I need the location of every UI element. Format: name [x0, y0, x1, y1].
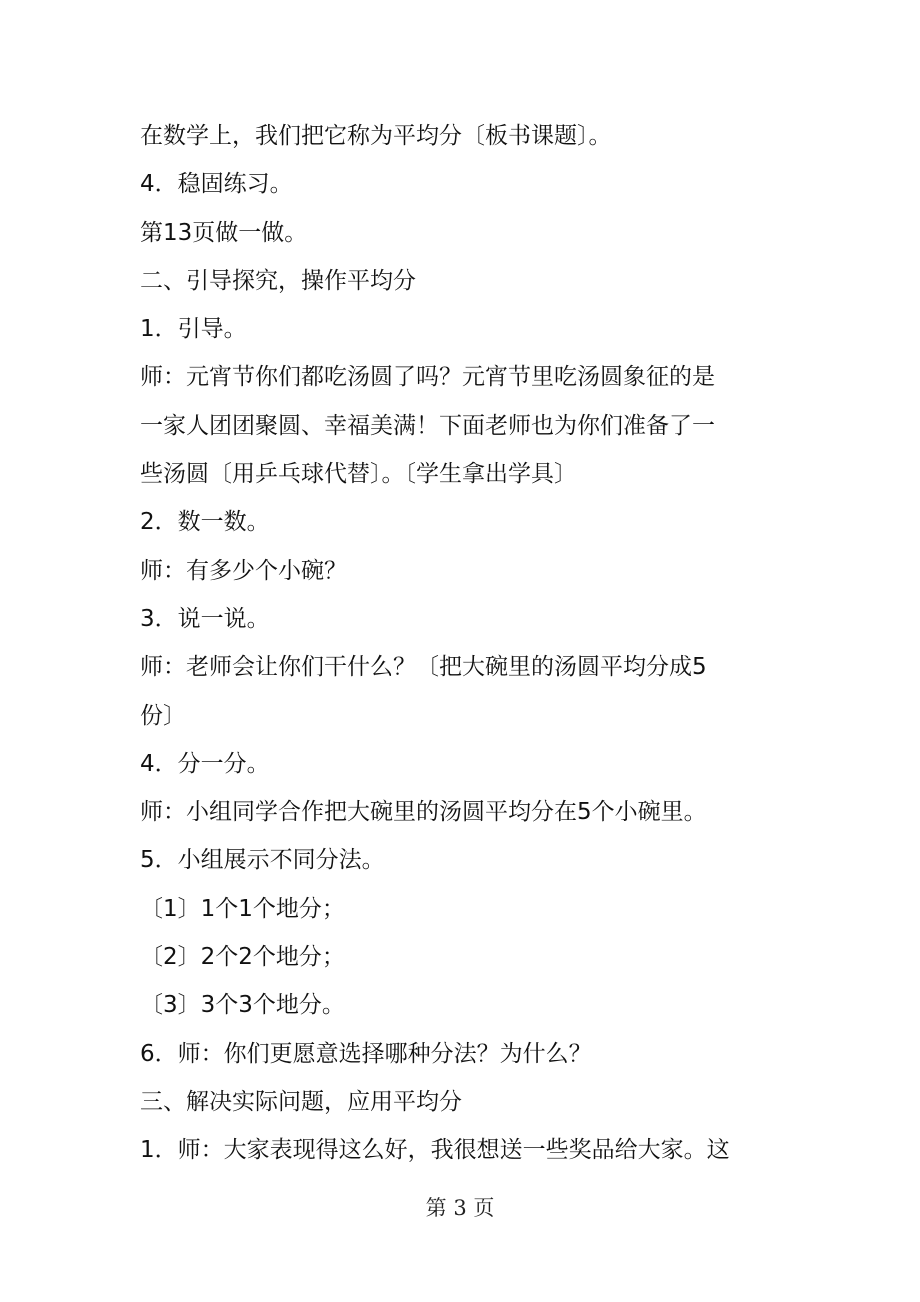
section-heading: 三、解决实际问题，应用平均分 [140, 1088, 462, 1115]
text-line: 1．师：大家表现得这么好，我很想送一些奖品给大家。这 [140, 1137, 730, 1164]
text-line: 1．引导。 [140, 316, 247, 343]
text-line: 些汤圆〔用乒乓球代替〕。〔学生拿出学具〕 [140, 461, 577, 488]
text-line: 师：有多少个小碗？ [140, 557, 347, 584]
text-line: 师：老师会让你们干什么？〔把大碗里的汤圆平均分成5 [140, 654, 707, 681]
text-line: 〔2〕2个2个地分； [140, 944, 345, 971]
text-line: 在数学上，我们把它称为平均分〔板书课题〕。 [140, 123, 612, 149]
text-line: 5．小组展示不同分法。 [140, 847, 385, 874]
text-line: 4．分一分。 [140, 750, 270, 777]
section-heading: 二、引导探究，操作平均分 [140, 267, 416, 294]
text-line: 3．说一说。 [140, 605, 270, 632]
text-line: 4．稳固练习。 [140, 171, 293, 198]
text-line: 第13页做一做。 [140, 219, 308, 246]
document-body [140, 112, 780, 1175]
page-number: 第 3 页 [425, 1196, 495, 1220]
text-line: 师：小组同学合作把大碗里的汤圆平均分在5个小碗里。 [140, 799, 707, 826]
text-line: 份〕 [140, 702, 186, 729]
text-line: 一家人团团聚圆、幸福美满！下面老师也为你们准备了一 [140, 412, 715, 439]
text-line: 2．数一数。 [140, 509, 270, 536]
text-line: 〔3〕3个3个地分。 [140, 992, 345, 1019]
text-line: 〔1〕1个1个地分； [140, 895, 345, 922]
text-line: 6．师：你们更愿意选择哪种分法？为什么？ [140, 1040, 592, 1067]
text-line: 师：元宵节你们都吃汤圆了吗？元宵节里吃汤圆象征的是 [140, 364, 715, 391]
